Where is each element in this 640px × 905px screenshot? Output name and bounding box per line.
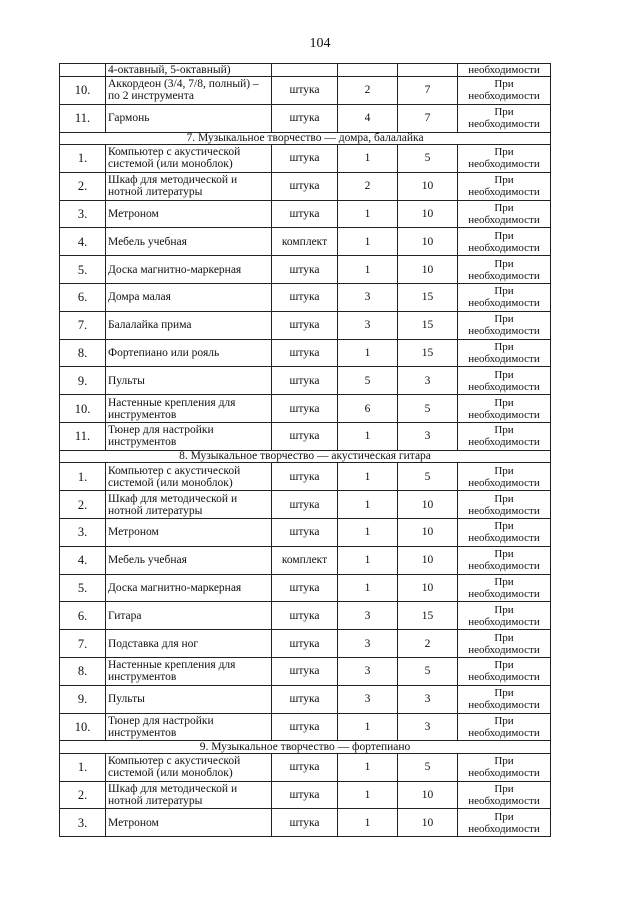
quantity-cell: 2 [338,172,398,200]
quantity-cell: 4 [338,104,398,132]
row-number: 7. [60,311,106,339]
note-cell: При необходимости [458,145,551,173]
quantity-cell: 15 [398,602,458,630]
row-number: 2. [60,781,106,809]
table-row [60,463,551,491]
quantity-cell: 3 [338,284,398,312]
item-name: Шкаф для методической и нотной литературы [106,781,272,809]
unit-cell: штука [272,395,338,423]
table-row [60,395,551,423]
item-name: Тюнер для настройки инструментов [106,713,272,741]
table-row [60,657,551,685]
table-row [60,574,551,602]
row-number: 7. [60,630,106,658]
table-row [60,546,551,574]
row-number [60,64,106,77]
row-number: 11. [60,423,106,451]
item-name: Пульты [106,367,272,395]
item-name: Настенные крепления для инструментов [106,657,272,685]
quantity-cell: 10 [398,172,458,200]
quantity-cell: 5 [398,657,458,685]
unit-cell: штука [272,423,338,451]
note-cell: При необходимости [458,602,551,630]
quantity-cell: 15 [398,284,458,312]
row-number: 6. [60,602,106,630]
table-row [60,491,551,519]
row-number: 1. [60,145,106,173]
unit-cell: штука [272,284,338,312]
item-name: Метроном [106,809,272,837]
unit-cell: штука [272,339,338,367]
row-number: 9. [60,685,106,713]
row-number: 5. [60,256,106,284]
note-cell: При необходимости [458,423,551,451]
quantity-cell: 1 [338,145,398,173]
row-number: 4. [60,546,106,574]
note-cell: При необходимости [458,781,551,809]
unit-cell: штука [272,491,338,519]
table-row [60,77,551,105]
unit-cell: штука [272,77,338,105]
quantity-cell: 1 [338,574,398,602]
quantity-cell: 3 [338,311,398,339]
note-cell: При необходимости [458,574,551,602]
item-name: Компьютер с акустической системой (или моноблок) [106,463,272,491]
quantity-cell: 1 [338,339,398,367]
item-name: Мебель учебная [106,228,272,256]
quantity-cell: 1 [338,713,398,741]
table-row [60,311,551,339]
note-cell: При необходимости [458,284,551,312]
table-row [60,685,551,713]
table-row [60,781,551,809]
row-number: 4. [60,228,106,256]
quantity-cell: 3 [338,630,398,658]
unit-cell: штука [272,602,338,630]
table-row [60,145,551,173]
table-row [60,367,551,395]
note-cell: При необходимости [458,463,551,491]
item-name: Шкаф для методической и нотной литературы [106,491,272,519]
table-row [60,602,551,630]
quantity-cell: 10 [398,546,458,574]
note-cell: При необходимости [458,713,551,741]
table-row [60,423,551,451]
quantity-cell: 1 [338,781,398,809]
unit-cell: штука [272,809,338,837]
quantity-cell: 15 [398,311,458,339]
note-cell: необходимости [458,64,551,77]
quantity-cell: 3 [398,685,458,713]
note-cell: При необходимости [458,809,551,837]
unit-cell: штука [272,518,338,546]
unit-cell: штука [272,145,338,173]
table-row [60,64,551,77]
section-header-row [60,741,551,754]
quantity-cell: 3 [338,685,398,713]
quantity-cell: 5 [338,367,398,395]
quantity-cell: 1 [338,200,398,228]
note-cell: При необходимости [458,200,551,228]
item-name: Метроном [106,518,272,546]
item-name: Подставка для ног [106,630,272,658]
note-cell: При необходимости [458,228,551,256]
quantity-cell: 10 [398,228,458,256]
quantity-cell: 1 [338,256,398,284]
row-number: 9. [60,367,106,395]
quantity-cell: 3 [338,602,398,630]
item-name: Компьютер с акустической системой (или моноблок) [106,145,272,173]
row-number: 10. [60,713,106,741]
row-number: 1. [60,753,106,781]
row-number: 8. [60,339,106,367]
quantity-cell: 7 [398,104,458,132]
item-name: Балалайка прима [106,311,272,339]
unit-cell: штука [272,256,338,284]
unit-cell: штука [272,463,338,491]
note-cell: При необходимости [458,339,551,367]
section-header-row [60,132,551,145]
quantity-cell: 6 [338,395,398,423]
item-name: Шкаф для методической и нотной литературы [106,172,272,200]
quantity-cell: 3 [398,713,458,741]
quantity-cell: 2 [338,77,398,105]
quantity-cell: 1 [338,491,398,519]
item-name: Доска магнитно-маркерная [106,574,272,602]
table-row [60,713,551,741]
unit-cell: штука [272,630,338,658]
item-name: Доска магнитно-маркерная [106,256,272,284]
item-name: Домра малая [106,284,272,312]
item-name: Метроном [106,200,272,228]
unit-cell: штука [272,200,338,228]
quantity-cell: 1 [338,423,398,451]
section-header-row [60,450,551,463]
note-cell: При необходимости [458,518,551,546]
quantity-cell: 10 [398,781,458,809]
quantity-cell: 1 [338,518,398,546]
table-row [60,200,551,228]
row-number: 6. [60,284,106,312]
unit-cell: штука [272,367,338,395]
row-number: 5. [60,574,106,602]
page-number: 104 [309,36,331,51]
row-number: 1. [60,463,106,491]
quantity-cell: 3 [338,657,398,685]
quantity-cell [338,64,398,77]
quantity-cell: 1 [338,463,398,491]
quantity-cell: 5 [398,463,458,491]
row-number: 11. [60,104,106,132]
item-name: Компьютер с акустической системой (или моноблок) [106,753,272,781]
table-row [60,284,551,312]
unit-cell: штука [272,713,338,741]
item-name: Настенные крепления для инструментов [106,395,272,423]
quantity-cell: 10 [398,256,458,284]
quantity-cell: 15 [398,339,458,367]
note-cell: При необходимости [458,77,551,105]
table-row [60,339,551,367]
row-number: 3. [60,809,106,837]
note-cell: При необходимости [458,546,551,574]
unit-cell: штука [272,574,338,602]
unit-cell: комплект [272,546,338,574]
quantity-cell: 10 [398,809,458,837]
item-name: 4-октавный, 5-октавный) [106,64,272,77]
note-cell: При необходимости [458,630,551,658]
note-cell: При необходимости [458,172,551,200]
item-name: Аккордеон (3/4, 7/8, полный) – по 2 инструмента [106,77,272,105]
quantity-cell: 10 [398,200,458,228]
note-cell: При необходимости [458,367,551,395]
table-row [60,809,551,837]
row-number: 8. [60,657,106,685]
unit-cell: штука [272,311,338,339]
quantity-cell: 5 [398,395,458,423]
row-number: 2. [60,491,106,519]
section-title: 8. Музыкальное творчество — акустическая гитара [60,450,551,463]
note-cell: При необходимости [458,311,551,339]
quantity-cell: 5 [398,145,458,173]
unit-cell [272,64,338,77]
unit-cell: штука [272,781,338,809]
table-row [60,753,551,781]
unit-cell: штука [272,104,338,132]
table-row [60,256,551,284]
item-name: Гармонь [106,104,272,132]
quantity-cell: 7 [398,77,458,105]
table-row [60,104,551,132]
quantity-cell: 10 [398,574,458,602]
quantity-cell: 10 [398,518,458,546]
row-number: 3. [60,518,106,546]
quantity-cell: 1 [338,809,398,837]
note-cell: При необходимости [458,395,551,423]
quantity-cell: 2 [398,630,458,658]
equipment-table [59,63,551,837]
note-cell: При необходимости [458,491,551,519]
item-name: Мебель учебная [106,546,272,574]
quantity-cell: 3 [398,423,458,451]
quantity-cell: 3 [398,367,458,395]
quantity-cell [398,64,458,77]
row-number: 10. [60,77,106,105]
item-name: Пульты [106,685,272,713]
row-number: 10. [60,395,106,423]
table-row [60,228,551,256]
note-cell: При необходимости [458,685,551,713]
table-row [60,518,551,546]
quantity-cell: 1 [338,753,398,781]
item-name: Тюнер для настройки инструментов [106,423,272,451]
note-cell: При необходимости [458,657,551,685]
section-title: 9. Музыкальное творчество — фортепиано [60,741,551,754]
table-row [60,630,551,658]
item-name: Фортепиано или рояль [106,339,272,367]
unit-cell: комплект [272,228,338,256]
quantity-cell: 1 [338,228,398,256]
row-number: 3. [60,200,106,228]
row-number: 2. [60,172,106,200]
note-cell: При необходимости [458,753,551,781]
unit-cell: штука [272,172,338,200]
section-title: 7. Музыкальное творчество — домра, балалайка [60,132,551,145]
item-name: Гитара [106,602,272,630]
unit-cell: штука [272,753,338,781]
note-cell: При необходимости [458,256,551,284]
unit-cell: штука [272,685,338,713]
quantity-cell: 5 [398,753,458,781]
quantity-cell: 1 [338,546,398,574]
quantity-cell: 10 [398,491,458,519]
equipment-table-body [60,64,551,837]
note-cell: При необходимости [458,104,551,132]
table-row [60,172,551,200]
unit-cell: штука [272,657,338,685]
